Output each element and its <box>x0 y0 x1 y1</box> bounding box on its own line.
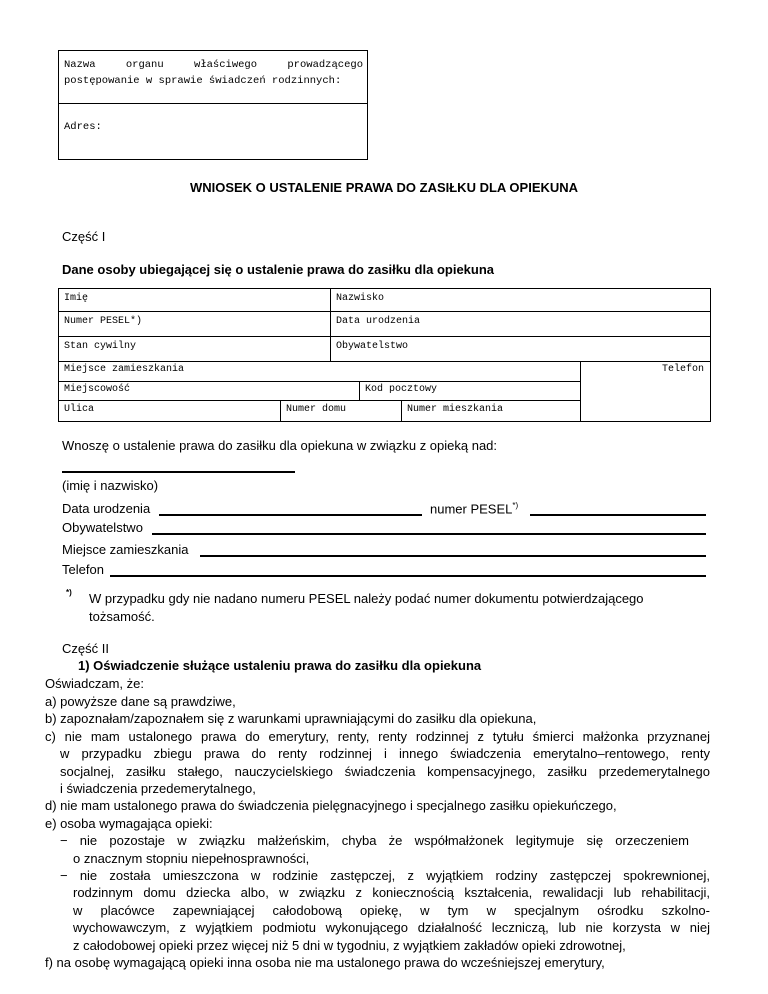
house-number-field[interactable] <box>281 401 401 421</box>
list-item: b) zapoznałam/zapoznałem się z warunkami uprawniającymi do zasiłku dla opiekuna, <box>45 711 537 727</box>
care-name-caption: (imię i nazwisko) <box>62 478 159 493</box>
first-name-field[interactable] <box>59 289 330 311</box>
footnote-line1: W przypadku gdy nie nadano numeru PESEL należy podać numer dokumentu potwierdzającego <box>89 591 644 606</box>
applicant-data-table <box>58 288 711 422</box>
list-item: − nie pozostaje w związku małżeńskim, chyba że współmałżonek legitymuje się orzeczeniem <box>60 833 689 849</box>
care-birth-date-line[interactable] <box>159 514 422 516</box>
civil-status-label: Stan cywilny <box>64 341 137 352</box>
pesel-field[interactable] <box>59 312 330 336</box>
flat-number-label: Numer mieszkania <box>407 404 504 415</box>
list-item: e) osoba wymagająca opieki: <box>45 815 213 831</box>
list-item: i świadczenia przedemerytalnego, <box>60 781 256 797</box>
street-label: Ulica <box>64 404 95 415</box>
list-item: c) nie mam ustalonego prawa do emerytury, renty, renty rodzinnej z tytułu śmierci małżonka przyznanej <box>45 728 710 744</box>
citizenship-field[interactable] <box>331 337 710 361</box>
phone-field[interactable] <box>581 362 710 421</box>
care-pesel-line[interactable] <box>530 514 706 516</box>
city-field[interactable] <box>59 382 359 400</box>
list-item: d) nie mam ustalonego prawa do świadczenia pielęgnacyjnego i specjalnego zasiłku opiekuńczego, <box>45 798 617 814</box>
street-field[interactable] <box>59 401 280 421</box>
postal-code-field[interactable] <box>360 382 580 400</box>
footnote-mark: *) <box>66 588 72 597</box>
flat-number-field[interactable] <box>402 401 580 421</box>
birth-date-label: Data urodzenia <box>336 316 421 327</box>
care-pesel-label: numer PESEL*) <box>430 501 519 517</box>
authority-name-field[interactable] <box>59 51 367 104</box>
list-item: f) na osobę wymagającą opieki inna osoba nie ma ustalonego prawa do wcześniejszej emerytury, <box>45 955 605 971</box>
list-item: o znacznym stopniu niepełnosprawności, <box>73 850 310 866</box>
last-name-field[interactable] <box>331 289 710 311</box>
citizenship-label: Obywatelstwo <box>336 341 409 352</box>
address-label: Adres: <box>64 121 102 133</box>
part2-heading: 1) Oświadczenie służące ustaleniu prawa do zasiłku dla opiekuna <box>78 658 482 673</box>
care-name-line[interactable] <box>62 471 295 473</box>
declaration-list <box>45 693 710 972</box>
form-title: WNIOSEK O USTALENIE PRAWA DO ZASIŁKU DLA OPIEKUNA <box>189 180 579 195</box>
footnote-line2: tożsamość. <box>89 609 155 624</box>
list-item: w przypadku zbiegu prawa do renty rodzinnej i innego świadczenia emerytalno–rentowego, renty <box>60 746 710 762</box>
pesel-label: Numer PESEL*) <box>64 316 143 327</box>
applicant-heading: Dane osoby ubiegającej się o ustalenie prawa do zasiłku dla opiekuna <box>62 262 495 277</box>
first-name-label: Imię <box>64 293 89 304</box>
last-name-label: Nazwisko <box>336 293 385 304</box>
pesel-footnote-mark: *) <box>512 501 519 510</box>
list-item: a) powyższe dane są prawdziwe, <box>45 694 236 709</box>
residence-header <box>59 362 580 381</box>
phone-label: Telefon <box>661 364 704 375</box>
care-phone-label: Telefon <box>62 562 104 577</box>
care-phone-line[interactable] <box>110 575 706 577</box>
list-item: socjalnej, zasiłku stałego, nauczycielskiego świadczenia kompensacyjnego, zasiłku przedemerytalnego <box>60 763 710 779</box>
part2-label: Część II <box>62 641 109 656</box>
care-residence-label: Miejsce zamieszkania <box>62 542 189 557</box>
list-item: z całodobowej opieki przez więcej niż 5 dni w tygodniu, z wyjątkiem zakładów opieki zdrowotnej, <box>73 937 626 953</box>
postal-code-label: Kod pocztowy <box>365 384 438 395</box>
list-item: − nie została umieszczona w rodzinie zastępczej, z wyjątkiem rodziny zastępczej spokrewnionej, <box>60 868 710 884</box>
part1-label: Część I <box>62 229 106 244</box>
list-item: rodzinnym domu dziecka albo, w związku z koniecznością kształcenia, rewalidacji lub rehabilitacji, <box>73 885 710 901</box>
request-text: Wnoszę o ustalenie prawa do zasiłku dla opiekuna w związku z opieką nad: <box>62 438 498 453</box>
residence-label: Miejsce zamieszkania <box>64 364 185 375</box>
birth-date-field[interactable] <box>331 312 710 336</box>
care-birth-date-label: Data urodzenia <box>62 501 151 516</box>
authority-box <box>58 50 368 160</box>
house-number-label: Numer domu <box>286 404 347 415</box>
authority-label-line1: Nazwa organu właściwego prowadzącego <box>64 59 363 71</box>
care-citizenship-label: Obywatelstwo <box>62 520 143 535</box>
list-item: wychowawczym, z wyjątkiem podmiotu wykonującego działalność leczniczą, lub nie korzysta w niej <box>73 920 710 936</box>
city-label: Miejscowość <box>64 384 131 395</box>
declaration-intro: Oświadczam, że: <box>45 676 144 691</box>
care-residence-line[interactable] <box>200 555 706 557</box>
care-citizenship-line[interactable] <box>152 533 706 535</box>
civil-status-field[interactable] <box>59 337 330 361</box>
list-item: w placówce zapewniającej całodobową opiekę, w tym w specjalnym ośrodku szkolno- <box>73 902 710 918</box>
authority-label-line2: postępowanie w sprawie świadczeń rodzinnych: <box>64 75 342 87</box>
